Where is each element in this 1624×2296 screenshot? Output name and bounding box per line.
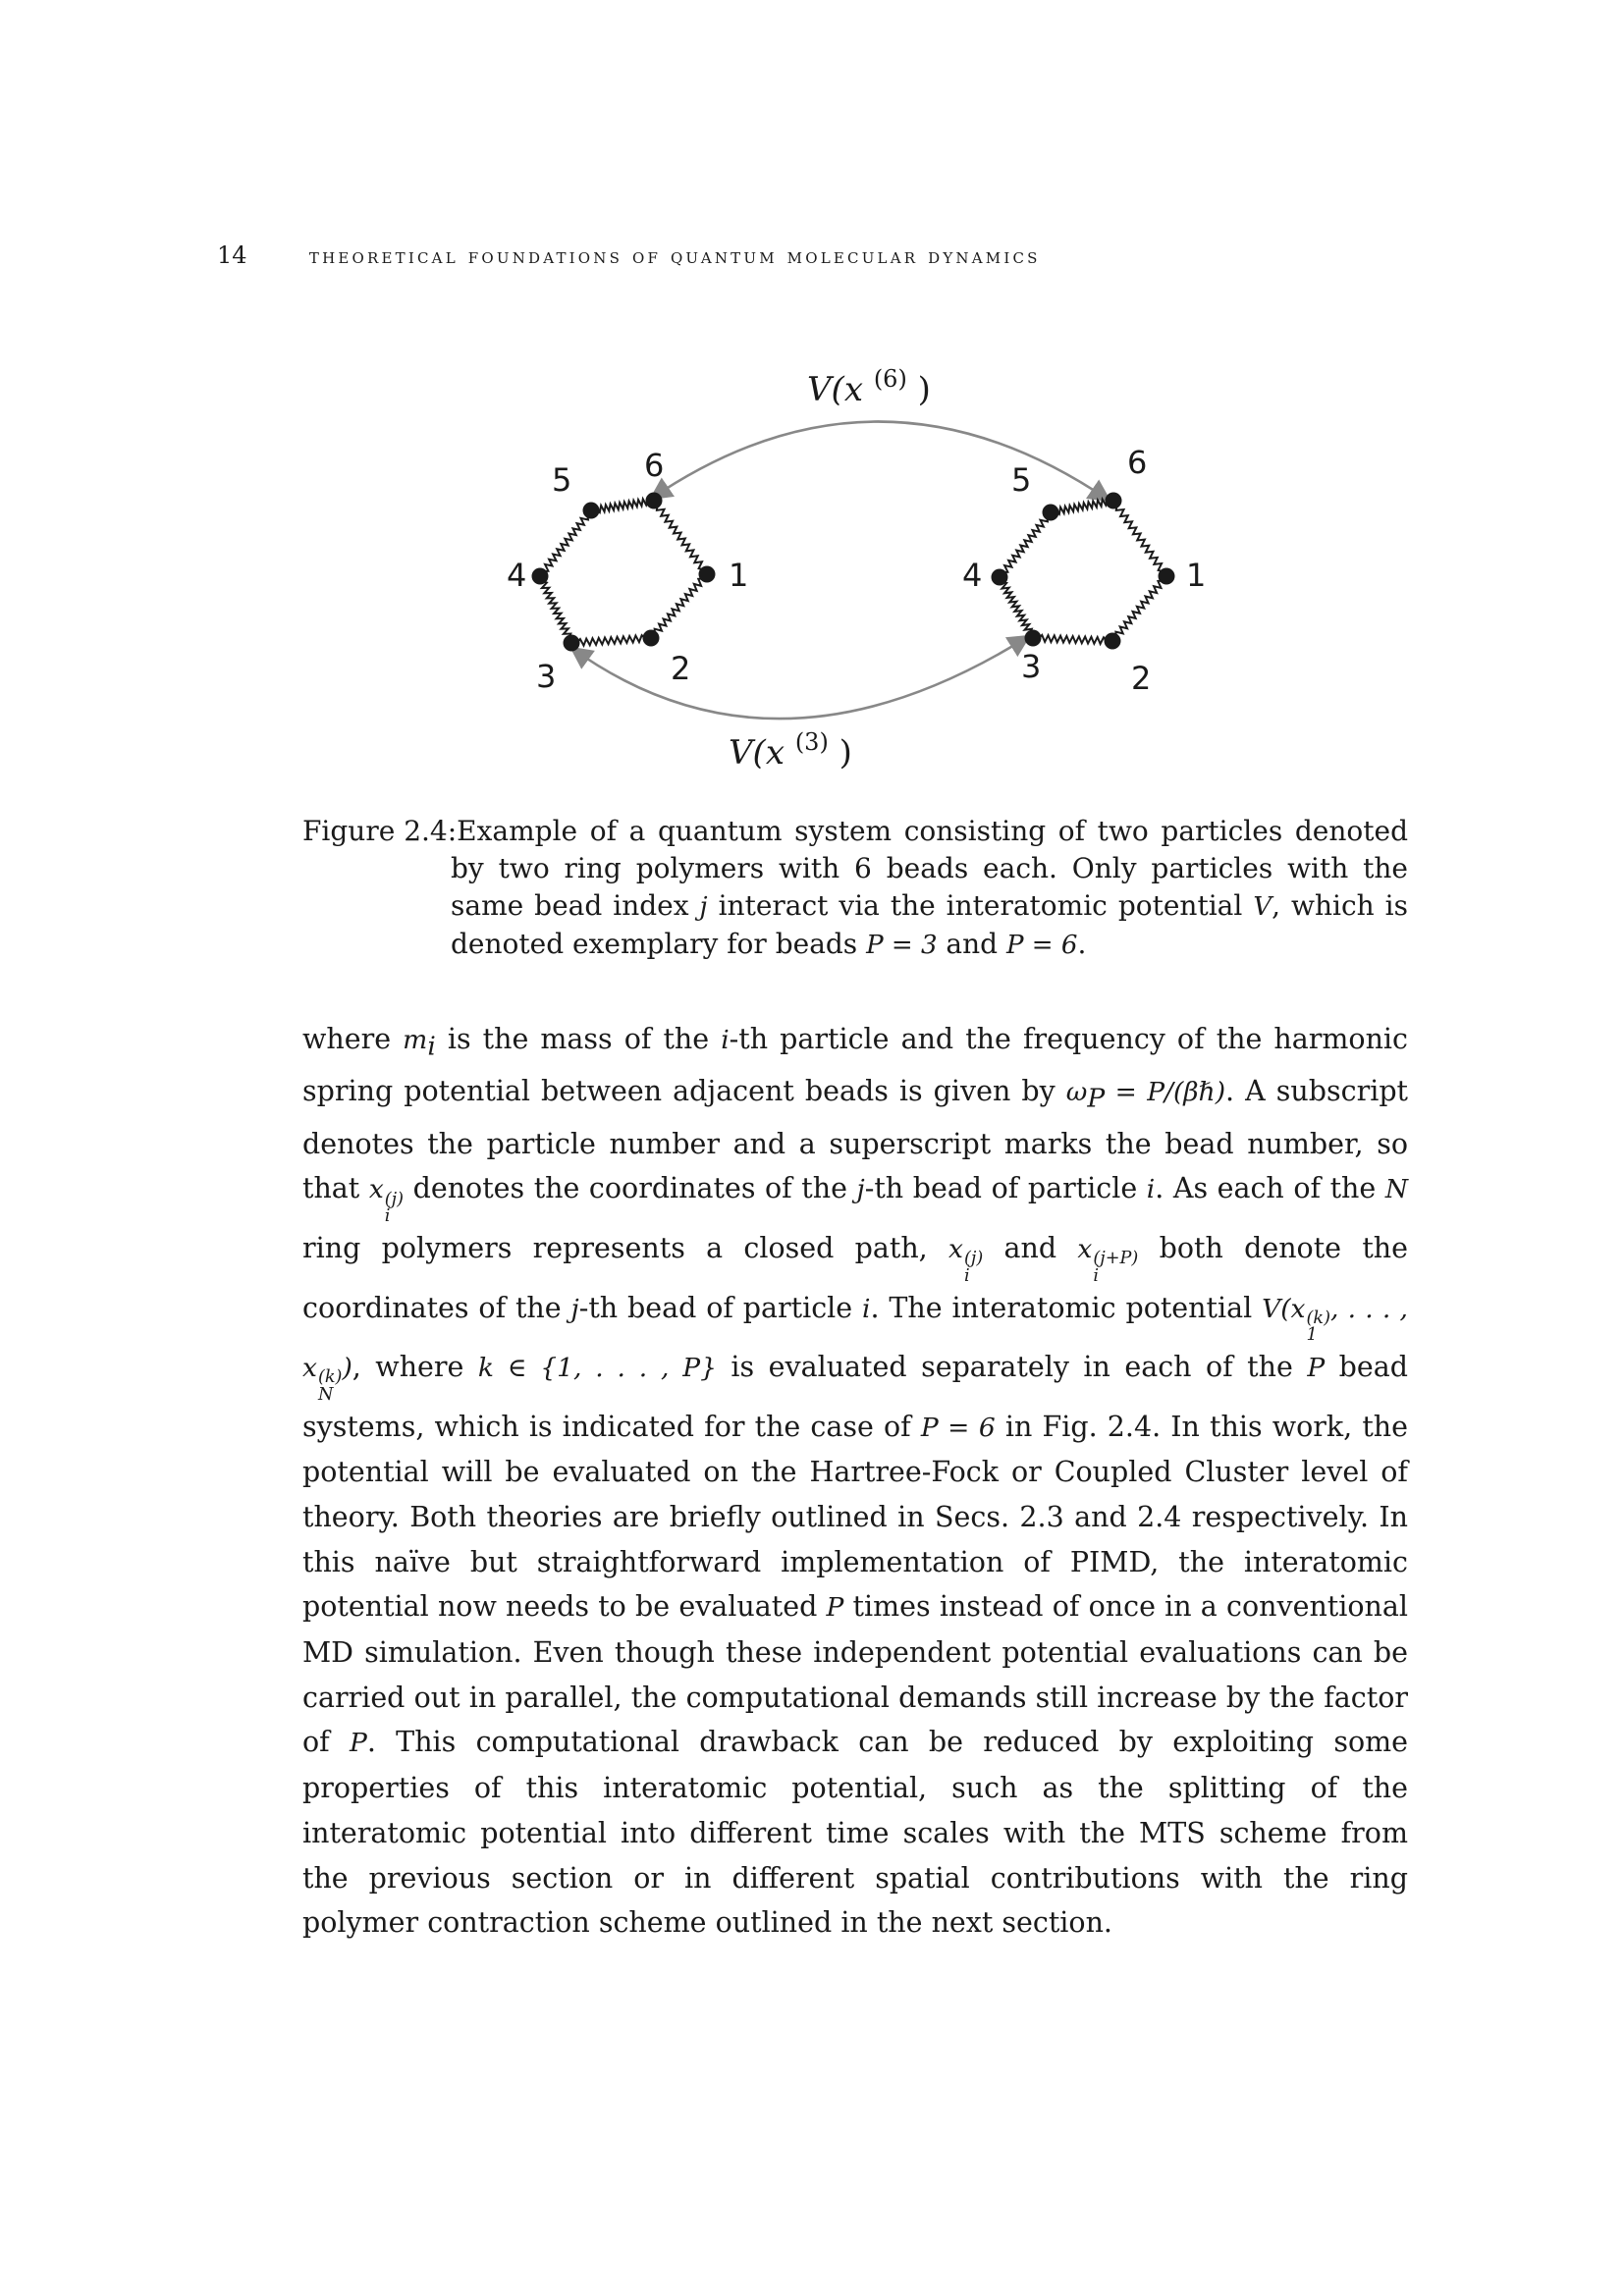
page-number: 14: [217, 241, 247, 269]
body-text-18: . This computational drawback can be reduced by exploiting some properties of this interatomic potential, such as the splitting of the interatomic potential into different time scales with the MTS scheme from the previous section or in different spatial contributions with the ring polymer contraction scheme outlined in the next section.: [302, 1726, 1408, 1940]
label-potential-6-close: ): [917, 370, 931, 409]
spring-left-3-4: [542, 581, 570, 637]
caption-body: [451, 813, 1408, 964]
body-xij-indices-2: [964, 1251, 983, 1285]
body-omega: ω: [1065, 1077, 1088, 1108]
label-right-1: 1: [1186, 557, 1207, 594]
body-var-x-2: x: [948, 1234, 963, 1264]
body-text-3: -th particle and the frequency of the harmonic spring potential between adjacent beads is given by: [302, 1023, 1409, 1108]
body-var-i-2: i: [1146, 1174, 1156, 1205]
spring-right-2-3: [1039, 635, 1107, 644]
body-x1k-indices: [1307, 1310, 1330, 1345]
body-var-m: m: [403, 1025, 428, 1055]
label-right-6: 6: [1127, 444, 1148, 481]
body-sub-n: N: [317, 1384, 334, 1405]
spring-right-4-5: [1003, 517, 1048, 573]
body-text-15: bead systems, which is indicated for the case of: [302, 1351, 1408, 1443]
label-left-1: 1: [729, 557, 749, 594]
body-var-p: P: [1307, 1353, 1326, 1384]
ring-right-springs: [1001, 500, 1163, 644]
bead-left-2: [643, 630, 660, 647]
label-potential-6-sup: (6): [873, 365, 907, 393]
figure-caption: [302, 813, 1408, 964]
body-var-x-5: x: [302, 1353, 317, 1384]
body-omega-eq: = P/(βℏ): [1105, 1077, 1226, 1108]
spring-left-1-2: [655, 579, 703, 634]
body-sup-k-2: (k): [317, 1367, 343, 1388]
caption-var-j: j: [699, 892, 708, 922]
body-var-x-3: x: [1077, 1234, 1093, 1264]
label-right-3: 3: [1021, 648, 1042, 685]
spring-left-6-1: [657, 506, 704, 569]
caption-eq-p6: P = 6: [1005, 931, 1078, 960]
caption-eq-p3: P = 3: [866, 931, 938, 960]
caption-text-5: .: [1077, 928, 1087, 960]
spring-left-2-3: [577, 635, 645, 645]
body-text-10: both denote the coordinates of the: [302, 1232, 1408, 1324]
spring-left-4-5: [544, 515, 588, 572]
body-text-16: in Fig. 2.4. In this work, the potential will be evaluated on the Hartree-Fock or Coupled Cluster level of theory. Both theories are briefly outlined in Secs. 2.3 and 2.4 respectively. In this naïve but straightforward implementation of PIMD, the interatomic potential now needs to be evaluated: [302, 1410, 1408, 1624]
ring-polymer-diagram: [461, 353, 1247, 795]
label-potential-3-base: V(x: [729, 733, 785, 773]
body-xijp-indices: [1093, 1251, 1138, 1285]
bead-left-5: [583, 503, 600, 519]
body-eq-p6: P = 6: [920, 1412, 996, 1443]
label-right-2: 2: [1131, 660, 1152, 697]
body-sub-p: P: [1087, 1084, 1106, 1115]
body-xNk-indices: [318, 1369, 342, 1404]
running-header: [217, 241, 1407, 269]
body-sub-i-4: i: [1093, 1265, 1100, 1286]
label-left-2: 2: [671, 650, 691, 687]
bead-left-1: [699, 566, 716, 583]
body-text-14: is evaluated separately in each of the: [716, 1351, 1308, 1384]
bead-left-6: [646, 493, 663, 509]
body-v-close: ): [342, 1353, 352, 1384]
caption-text-4: and: [937, 928, 1006, 960]
body-var-p-2: P: [826, 1592, 844, 1624]
label-right-5: 5: [1011, 461, 1032, 499]
body-var-j-2: j: [570, 1293, 579, 1324]
label-left-5: 5: [552, 461, 572, 499]
bead-left-3: [564, 635, 580, 652]
body-text-17: times instead of once in a conventional MD simulation. Even though these independent potential evaluations can be carried out in parallel, the computational demands still increase by the factor of: [302, 1590, 1408, 1759]
caption-var-v: V: [1253, 892, 1272, 922]
ring-left-springs: [542, 499, 704, 645]
label-potential-3: [729, 720, 852, 773]
spring-right-1-2: [1115, 581, 1163, 637]
body-var-x-4: x: [1290, 1293, 1306, 1324]
body-text-11: -th bead of particle: [578, 1291, 862, 1324]
spring-left-5-6: [597, 499, 648, 512]
body-var-i-3: i: [862, 1293, 871, 1324]
body-paragraph: [302, 1017, 1408, 1946]
label-potential-3-sup: (3): [794, 728, 829, 756]
body-sub-i-3: i: [963, 1265, 970, 1286]
label-right-4: 4: [962, 557, 983, 594]
body-sup-j: (j): [384, 1189, 405, 1209]
bead-right-2: [1105, 633, 1121, 650]
body-sub-i-2: i: [384, 1206, 391, 1227]
label-potential-6: [807, 356, 931, 409]
body-var-i: i: [721, 1025, 730, 1055]
label-potential-6-base: V(x: [807, 370, 863, 409]
body-xij-indices: [384, 1189, 405, 1227]
body-sub-1: 1: [1306, 1325, 1318, 1346]
body-text-8: ring polymers represents a closed path,: [302, 1232, 949, 1264]
body-var-x: x: [368, 1174, 384, 1205]
bead-right-5: [1043, 505, 1059, 521]
body-k-set: k ∈ {1, . . . , P}: [477, 1353, 717, 1384]
label-left-6: 6: [644, 447, 665, 484]
ring-left: [532, 493, 716, 652]
body-text-12: . The interatomic potential: [870, 1291, 1263, 1324]
bead-right-6: [1106, 493, 1122, 509]
caption-text-2: interact via the interatomic potential: [707, 889, 1254, 922]
body-sub-i: i: [427, 1031, 436, 1062]
label-potential-3-close: ): [839, 733, 852, 773]
ring-right: [992, 493, 1175, 650]
caption-text-1: Example of a quantum system consisting of two particles denoted by two ring polymers with 6 beads each. Only particles with the same bead index: [451, 815, 1408, 922]
body-text-5: denotes the coordinates of the: [404, 1172, 857, 1205]
body-text-13: , where: [352, 1351, 478, 1384]
body-text-4: . A subscript denotes the particle number and a superscript marks the bead number, so that: [302, 1075, 1409, 1205]
spring-right-6-1: [1116, 506, 1164, 571]
bead-right-3: [1025, 630, 1042, 647]
body-text-7: . As each of the: [1155, 1172, 1385, 1205]
body-var-j: j: [856, 1174, 865, 1205]
label-left-4: 4: [507, 557, 527, 594]
spring-right-3-4: [1001, 582, 1031, 632]
body-text-1: where: [302, 1023, 404, 1055]
body-sup-jp: (j+P): [1093, 1249, 1139, 1269]
caption-text-3: , which is denoted exemplary for beads: [451, 889, 1408, 960]
body-sup-k: (k): [1306, 1308, 1330, 1328]
body-text-6: -th bead of particle: [864, 1172, 1147, 1205]
body-sup-j-2: (j): [963, 1249, 984, 1269]
interaction-arc-bead-6: [651, 421, 1110, 501]
body-var-p-3: P: [350, 1728, 367, 1759]
interaction-arc-bead-3: [571, 636, 1029, 719]
body-text-2: is the mass of the: [435, 1023, 722, 1055]
body-dots: , . . . ,: [1329, 1293, 1408, 1324]
figure-ring-polymers: [461, 353, 1247, 795]
spring-right-5-6: [1056, 500, 1108, 514]
body-var-n: N: [1384, 1174, 1408, 1205]
body-text-9: and: [983, 1232, 1078, 1264]
bead-right-1: [1159, 568, 1175, 585]
running-title: theoretical foundations of quantum molecular dynamics: [308, 244, 1041, 268]
body-v-open: V(: [1262, 1293, 1291, 1324]
bead-left-4: [532, 568, 549, 585]
label-left-3: 3: [536, 658, 557, 695]
caption-label: Figure 2.4:: [302, 815, 458, 847]
bead-right-4: [992, 569, 1008, 586]
